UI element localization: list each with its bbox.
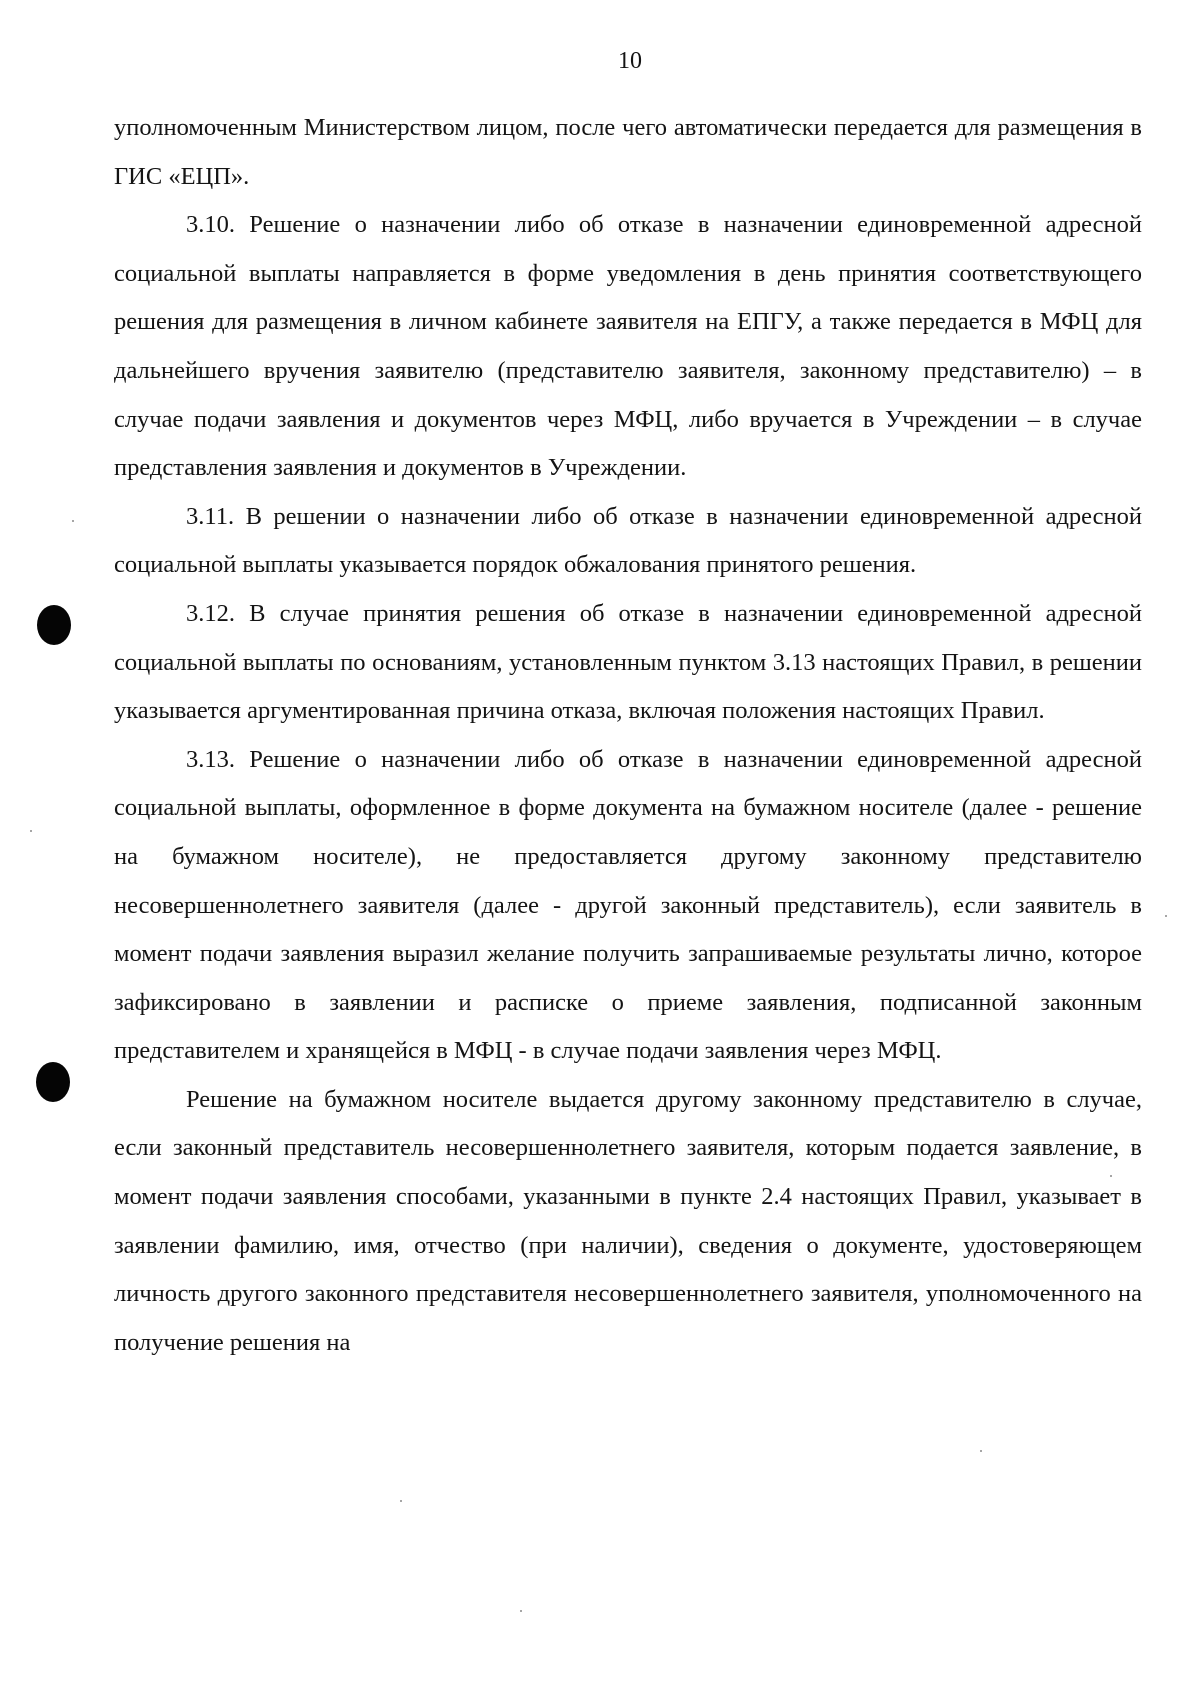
punch-hole-mark (37, 605, 71, 645)
scan-speck (520, 1610, 522, 1612)
scan-speck (30, 830, 32, 832)
paragraph-3-10: 3.10. Решение о назначении либо об отказе в назначении единовременной адресной социальной выплаты направляется в форме уведомления в день принятия соответствующего решения для размещения в личном кабинете заявителя на ЕПГУ, а также передается в МФЦ для дальнейшего вручения заявителю (представителю заявителя, законному представителю) – в случае подачи заявления и документов через МФЦ, либо вручается в Учреждении – в случае представления заявления и документов в Учреждении. (114, 211, 1142, 482)
paragraph-3-11: 3.11. В решении о назначении либо об отказе в назначении единовременной адресной социальной выплаты указывается порядок обжалования принятого решения. (114, 502, 1142, 579)
punch-hole-mark (36, 1062, 70, 1102)
paragraph-3-13: 3.13. Решение о назначении либо об отказе в назначении единовременной адресной социальной выплаты, оформленное в форме документа на бумажном носителе (далее - решение на бумажном носителе), не предоставляется другому законному представителю несовершеннолетнего заявителя (далее - другой законный представитель), если заявитель в момент подачи заявления выразил желание получить запрашиваемые результаты лично, которое зафиксировано в заявлении и расписке о приеме заявления, подписанной законным представителем и хранящейся в МФЦ - в случае подачи заявления через МФЦ. (114, 745, 1142, 1065)
paragraph-paper-decision: Решение на бумажном носителе выдается другому законному представителю в случае, если законный представитель несовершеннолетнего заявителя, которым подается заявление, в момент подачи заявления способами, указанными в пункте 2.4 настоящих Правил, указывает в заявлении фамилию, имя, отчество (при наличии), сведения о документе, удостоверяющем личность другого законного представителя несовершеннолетнего заявителя, уполномоченного на получение решения на (114, 1085, 1142, 1356)
scan-speck (400, 1500, 402, 1502)
paragraph-3-12: 3.12. В случае принятия решения об отказе в назначении единовременной адресной социальной выплаты по основаниям, установленным пунктом 3.13 настоящих Правил, в решении указывается аргументированная причина отказа, включая положения настоящих Правил. (114, 599, 1142, 725)
scan-speck (1165, 915, 1167, 917)
document-body (114, 104, 1142, 1367)
scan-speck (1110, 1175, 1112, 1177)
page-number: 10 (618, 48, 642, 74)
scan-speck (980, 1450, 982, 1452)
paragraph-continuation: уполномоченным Министерством лицом, после чего автоматически передается для размещения в ГИС «ЕЦП». (114, 114, 1142, 190)
scan-speck (72, 520, 74, 522)
